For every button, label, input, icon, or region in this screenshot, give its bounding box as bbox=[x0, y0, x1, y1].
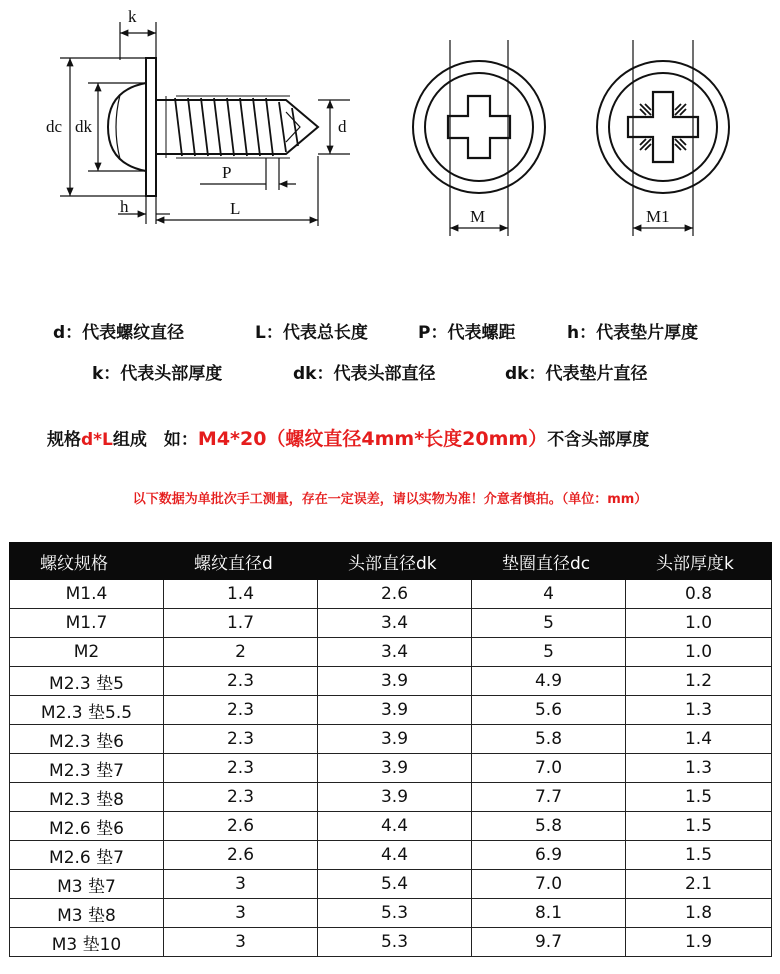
table-cell: 2.1 bbox=[626, 870, 772, 899]
table-row bbox=[10, 609, 772, 638]
table-cell: 5 bbox=[472, 638, 626, 667]
table-cell: 1.5 bbox=[626, 812, 772, 841]
table-cell: 5.3 bbox=[318, 928, 472, 957]
table-cell: 5.6 bbox=[472, 696, 626, 725]
table-cell: 1.2 bbox=[626, 667, 772, 696]
label-p: P bbox=[222, 163, 232, 182]
table-body bbox=[10, 580, 772, 957]
label-l: L bbox=[230, 199, 241, 218]
table-cell: 5 bbox=[472, 609, 626, 638]
label-m1: M1 bbox=[646, 207, 670, 226]
table-row bbox=[10, 812, 772, 841]
table-cell: M2.3 垫8 bbox=[10, 783, 164, 812]
table-row bbox=[10, 899, 772, 928]
table-cell: 7.0 bbox=[472, 870, 626, 899]
table-cell: M2.3 垫7 bbox=[10, 754, 164, 783]
table-cell: 3.9 bbox=[318, 667, 472, 696]
spec-format-line bbox=[47, 424, 649, 451]
table-row bbox=[10, 841, 772, 870]
table-cell: 5.8 bbox=[472, 725, 626, 754]
table-cell: 5.4 bbox=[318, 870, 472, 899]
table-cell: 3.9 bbox=[318, 783, 472, 812]
table-cell: 2.6 bbox=[318, 580, 472, 609]
legend-item: d：代表螺纹直径 bbox=[53, 323, 185, 343]
table-cell: 1.0 bbox=[626, 638, 772, 667]
table-cell: 1.0 bbox=[626, 609, 772, 638]
column-header: 垫圈直径dc bbox=[472, 543, 626, 580]
table-cell: M1.7 bbox=[10, 609, 164, 638]
table-cell: 3.9 bbox=[318, 725, 472, 754]
table-cell: M2.6 垫6 bbox=[10, 812, 164, 841]
table-cell: M3 垫7 bbox=[10, 870, 164, 899]
table-cell: M2 bbox=[10, 638, 164, 667]
table-cell: 2 bbox=[164, 638, 318, 667]
label-k: k bbox=[128, 7, 137, 26]
legend-row-2 bbox=[0, 359, 780, 384]
table-cell: M2.3 垫5.5 bbox=[10, 696, 164, 725]
table-row bbox=[10, 667, 772, 696]
table-row bbox=[10, 696, 772, 725]
table-cell: 1.8 bbox=[626, 899, 772, 928]
column-header: 螺纹规格 bbox=[10, 543, 164, 580]
table-cell: 1.4 bbox=[164, 580, 318, 609]
spec-example: M4*20（螺纹直径4mm*长度20mm） bbox=[197, 428, 548, 450]
label-dk: dk bbox=[75, 117, 92, 136]
table-cell: M3 垫10 bbox=[10, 928, 164, 957]
table-cell: M3 垫8 bbox=[10, 899, 164, 928]
legend-item: dk：代表垫片直径 bbox=[505, 364, 648, 384]
table-cell: 1.5 bbox=[626, 783, 772, 812]
table-cell: 5.3 bbox=[318, 899, 472, 928]
table-cell: 3 bbox=[164, 928, 318, 957]
table-cell: 2.6 bbox=[164, 841, 318, 870]
legend-item: L：代表总长度 bbox=[255, 323, 368, 343]
table-cell: 2.3 bbox=[164, 725, 318, 754]
table-cell: M2.3 垫5 bbox=[10, 667, 164, 696]
table-cell: 4.4 bbox=[318, 841, 472, 870]
table-cell: 4.9 bbox=[472, 667, 626, 696]
table-cell: 5.8 bbox=[472, 812, 626, 841]
spec-suffix: 不含头部厚度 bbox=[547, 430, 650, 450]
table-row bbox=[10, 580, 772, 609]
table-cell: 3.4 bbox=[318, 609, 472, 638]
screw-side-view bbox=[108, 58, 318, 196]
spec-prefix: 规格 bbox=[47, 430, 81, 450]
table-cell: 1.3 bbox=[626, 696, 772, 725]
table-cell: 7.7 bbox=[472, 783, 626, 812]
spec-formula: d*L bbox=[81, 430, 113, 450]
legend-item: dk：代表头部直径 bbox=[293, 364, 436, 384]
label-m: M bbox=[470, 207, 486, 226]
table-cell: 3.9 bbox=[318, 754, 472, 783]
table-cell: 9.7 bbox=[472, 928, 626, 957]
table-cell: 2.3 bbox=[164, 783, 318, 812]
table-cell: 3.4 bbox=[318, 638, 472, 667]
column-header: 头部直径dk bbox=[318, 543, 472, 580]
table-cell: 6.9 bbox=[472, 841, 626, 870]
table-cell: 3 bbox=[164, 899, 318, 928]
table-row bbox=[10, 638, 772, 667]
spec-table bbox=[9, 542, 772, 957]
screw-dimension-diagram bbox=[0, 0, 780, 290]
table-cell: 1.5 bbox=[626, 841, 772, 870]
table-row bbox=[10, 754, 772, 783]
table-cell: 3.9 bbox=[318, 696, 472, 725]
legend-item: k：代表头部厚度 bbox=[92, 364, 223, 384]
legend-row-1 bbox=[0, 318, 780, 343]
table-cell: M2.3 垫6 bbox=[10, 725, 164, 754]
table-cell: 7.0 bbox=[472, 754, 626, 783]
table-cell: M1.4 bbox=[10, 580, 164, 609]
table-cell: 8.1 bbox=[472, 899, 626, 928]
table-cell: 2.6 bbox=[164, 812, 318, 841]
legend-item: h：代表垫片厚度 bbox=[567, 323, 699, 343]
label-h: h bbox=[120, 197, 129, 216]
table-row bbox=[10, 725, 772, 754]
table-row bbox=[10, 783, 772, 812]
column-header: 螺纹直径d bbox=[164, 543, 318, 580]
table-header-row bbox=[10, 543, 772, 580]
table-cell: M2.6 垫7 bbox=[10, 841, 164, 870]
spec-middle: 组成 如： bbox=[112, 430, 198, 450]
table-cell: 1.7 bbox=[164, 609, 318, 638]
table-cell: 2.3 bbox=[164, 696, 318, 725]
label-d: d bbox=[338, 117, 347, 136]
column-header: 头部厚度k bbox=[626, 543, 772, 580]
label-dc: dc bbox=[46, 117, 63, 136]
table-cell: 1.4 bbox=[626, 725, 772, 754]
table-row bbox=[10, 870, 772, 899]
table-cell: 0.8 bbox=[626, 580, 772, 609]
table-cell: 1.9 bbox=[626, 928, 772, 957]
table-cell: 4.4 bbox=[318, 812, 472, 841]
table-cell: 2.3 bbox=[164, 667, 318, 696]
table-cell: 1.3 bbox=[626, 754, 772, 783]
measurement-note: 以下数据为单批次手工测量，存在一定误差，请以实物为准！介意者慎拍。（单位：mm） bbox=[132, 492, 648, 507]
legend-item: P：代表螺距 bbox=[418, 323, 516, 343]
table-cell: 4 bbox=[472, 580, 626, 609]
table-row bbox=[10, 928, 772, 957]
table-cell: 2.3 bbox=[164, 754, 318, 783]
table-cell: 3 bbox=[164, 870, 318, 899]
